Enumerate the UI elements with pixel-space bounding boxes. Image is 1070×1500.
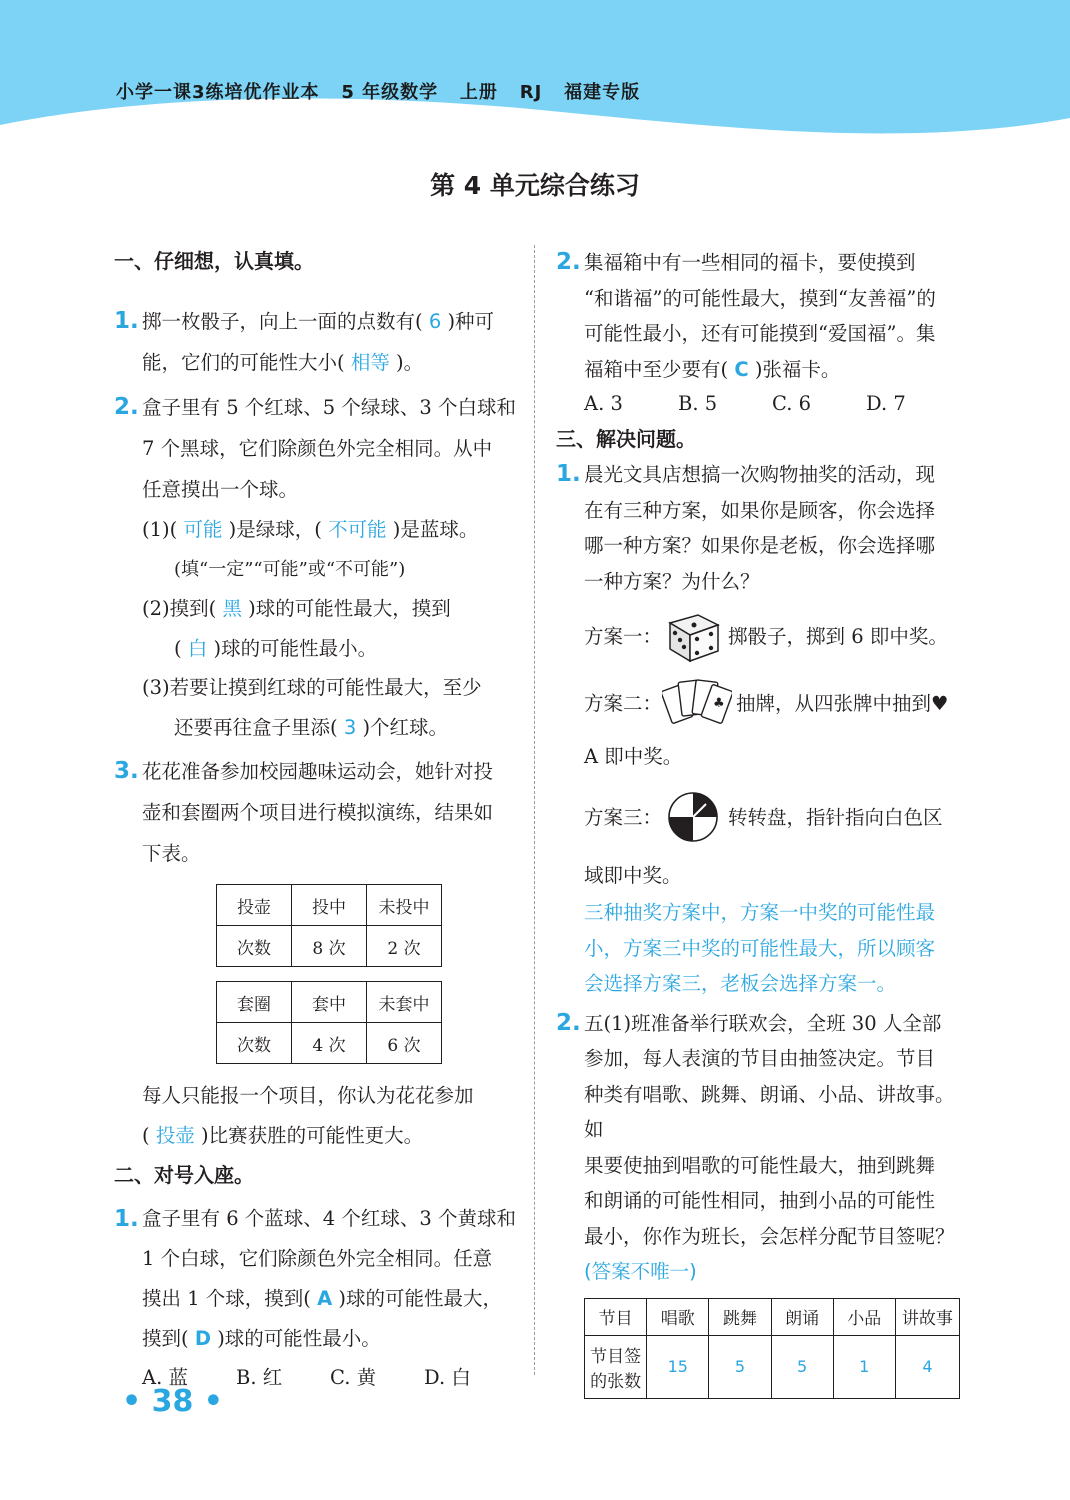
answer-cell: 1: [833, 1335, 895, 1398]
text: (1)(: [142, 518, 178, 541]
text: 果要使抽到唱歌的可能性最大，抽到跳舞: [584, 1153, 936, 1177]
table-cell: 投壶: [217, 885, 292, 926]
question-1-1: [114, 301, 518, 383]
text: 的张数: [590, 1371, 642, 1392]
question-3-2: [556, 1006, 960, 1290]
text: 下表。: [142, 842, 201, 865]
text: (: [142, 1123, 150, 1147]
question-number: 1.: [114, 1206, 139, 1232]
text: )球的可能性最大，: [338, 1287, 503, 1310]
answer: A: [317, 1287, 333, 1310]
question-1-2-part-3: (3)若要让摸到红球的可能性最大，至少: [142, 676, 482, 699]
question-number: 2.: [114, 394, 139, 420]
text: 花花准备参加校园趣味运动会，她针对投: [142, 760, 494, 783]
svg-text:♣: ♣: [713, 696, 725, 711]
answer: 会选择方案三，老板会选择方案一。: [584, 972, 897, 995]
question-1-2-part-1: [114, 510, 518, 550]
plan-3: [556, 790, 960, 844]
table-header: 跳舞: [709, 1298, 771, 1335]
text: 集福箱中有一些相同的福卡，要使摸到: [584, 251, 916, 274]
text: 可能性最小，还有可能摸到“爱国福”。集: [584, 322, 936, 345]
table-header: 朗诵: [771, 1298, 833, 1335]
section-2-heading: 二、对号入座。: [114, 1163, 254, 1187]
section-3-heading: 三、解决问题。: [556, 427, 696, 451]
text: 掷一枚骰子，向上一面的点数有(: [142, 310, 423, 333]
answer: 小，方案三中奖的可能性最大，所以顾客: [584, 936, 936, 960]
text: )球的可能性最小。: [213, 636, 378, 660]
answer: 3: [343, 715, 357, 739]
text: 在有三种方案，如果你是顾客，你会选择: [584, 498, 936, 522]
text: 哪一种方案？如果你是老板，你会选择哪: [584, 534, 936, 557]
text: 每人只能报一个项目，你认为花花参加: [142, 1084, 474, 1107]
text: 转转盘，指针指向白色区: [728, 805, 943, 829]
column-divider: [534, 245, 535, 1375]
text: )球的可能性最小。: [217, 1327, 381, 1350]
question-1-3-prompt: [114, 1076, 518, 1155]
plan-2-cont: A 即中奖。: [584, 745, 683, 768]
text: 任意摸出一个球。: [142, 478, 299, 501]
text: 壶和套圈两个项目进行模拟演练，结果如: [142, 801, 494, 824]
question-2-1: [114, 1199, 518, 1359]
answer-cell: 5: [709, 1335, 771, 1398]
answer: D: [194, 1327, 211, 1350]
page-number: • 38 •: [122, 1384, 223, 1419]
text: 最小，你作为班长，会怎样分配节目签呢？: [584, 1224, 955, 1248]
answer: 不可能: [328, 518, 387, 541]
table-header: 唱歌: [647, 1298, 709, 1335]
answer-cell: 4: [895, 1335, 959, 1398]
answer: 投壶: [155, 1123, 195, 1147]
text: 盒子里有 6 个蓝球、4 个红球、3 个黄球和: [142, 1207, 517, 1230]
question-2-2-options: [556, 387, 960, 421]
text: )张福卡。: [754, 357, 841, 381]
ring-toss-table: [216, 981, 442, 1064]
text: )是蓝球。: [392, 518, 479, 541]
option: B. 红: [236, 1366, 283, 1389]
question-1-2-part-3-cont: [114, 708, 518, 748]
text: 一种方案？为什么？: [584, 569, 760, 593]
question-number: 3.: [114, 758, 139, 784]
plan-2: [556, 677, 960, 729]
option: C. 黄: [330, 1366, 377, 1389]
text: )。: [396, 351, 424, 374]
plan-3-cont: 域即中奖。: [584, 864, 682, 887]
question-number: 1.: [556, 461, 581, 487]
text: )比赛获胜的可能性更大。: [201, 1123, 424, 1147]
text: )种可: [447, 310, 495, 333]
page-title: 第 4 单元综合练习: [430, 171, 640, 200]
table-cell: 套中: [292, 982, 367, 1023]
table-cell: 4 次: [292, 1023, 367, 1064]
answer-cell: 5: [771, 1335, 833, 1398]
table-cell: 6 次: [367, 1023, 442, 1064]
question-3-1: [556, 457, 960, 599]
text: (2)摸到(: [142, 597, 217, 620]
answer: 白: [187, 636, 208, 660]
text: 五(1)班准备举行联欢会，全班 30 人全部: [584, 1011, 942, 1035]
text: 方案一：: [584, 624, 663, 648]
text: (: [174, 636, 182, 660]
table-cell: 8 次: [292, 926, 367, 967]
answer: 相等: [350, 351, 390, 374]
text: 晨光文具店想搞一次购物抽奖的活动，现: [584, 463, 936, 486]
text: 节目签: [590, 1346, 642, 1367]
option: D. 7: [866, 392, 906, 415]
table-cell: 次数: [217, 926, 292, 967]
text: )是绿球，(: [228, 518, 322, 541]
text: 方案三：: [584, 805, 663, 829]
text: )球的可能性最大，摸到: [248, 597, 451, 620]
left-column: [114, 243, 518, 1397]
text: 还要再往盒子里添(: [174, 715, 338, 739]
row-label: [585, 1335, 647, 1398]
answer: 6: [428, 310, 442, 333]
answer: C: [734, 357, 749, 381]
right-column: [556, 243, 960, 1399]
plan-1: [556, 609, 960, 663]
option: A. 3: [584, 392, 623, 415]
text: 摸出 1 个球，摸到(: [142, 1287, 311, 1310]
table-cell: 2 次: [367, 926, 442, 967]
option: D. 白: [424, 1366, 471, 1389]
table-header: 节目: [585, 1298, 647, 1335]
question-1-2-hint: (填“一定”“可能”或“不可能”): [174, 558, 406, 580]
answer: 黑: [222, 597, 242, 620]
option: C. 6: [772, 392, 812, 415]
book-header: 小学一课3练培优作业本 5 年级数学 上册 RJ 福建专版: [116, 82, 641, 103]
answer-cell: 15: [647, 1335, 709, 1398]
text: 抽牌，从四张牌中抽到♥: [736, 691, 949, 715]
question-1-2-part-2: [114, 589, 518, 629]
table-cell: 投中: [292, 885, 367, 926]
spinner-icon: [662, 790, 724, 844]
table-cell: 套圈: [217, 982, 292, 1023]
question-2-2: [556, 245, 960, 387]
section-1-heading: 一、仔细想，认真填。: [114, 249, 314, 273]
text: 福箱中至少要有(: [584, 357, 729, 381]
text: 参加，每人表演的节目由抽签决定。节目: [584, 1047, 936, 1070]
table-cell: 未套中: [367, 982, 442, 1023]
question-3-1-answer: [556, 895, 960, 1002]
program-lots-table: [584, 1298, 960, 1399]
throwing-pot-table: [216, 884, 442, 967]
text: 方案二：: [584, 691, 663, 715]
text: 掷骰子，掷到 6 即中奖。: [728, 624, 948, 648]
text: “和谐福”的可能性最大，摸到“友善福”的: [584, 286, 936, 310]
option: B. 5: [678, 392, 718, 415]
table-cell: 次数: [217, 1023, 292, 1064]
playing-cards-icon: [662, 677, 732, 729]
question-1-2-part-2-cont: [114, 629, 518, 669]
question-1-2: [114, 387, 518, 510]
text: 盒子里有 5 个红球、5 个绿球、3 个白球和: [142, 396, 517, 419]
table-header: 小品: [833, 1298, 895, 1335]
table-header: 讲故事: [895, 1298, 959, 1335]
text: 7 个黑球，它们除颜色外完全相同。从中: [142, 437, 493, 460]
dice-icon: [662, 609, 724, 663]
table-cell: 未投中: [367, 885, 442, 926]
text: 能，它们的可能性大小(: [142, 351, 345, 374]
answer: 三种抽奖方案中，方案一中奖的可能性最: [584, 901, 936, 924]
question-1-3: [114, 751, 518, 874]
option: A. 蓝: [142, 1366, 188, 1389]
text: 种类有唱歌、跳舞、朗诵、小品、讲故事。如: [584, 1082, 955, 1141]
answer: 可能: [183, 518, 223, 541]
text: )个红球。: [362, 715, 449, 739]
question-number: 2.: [556, 249, 581, 275]
text: 1 个白球，它们除颜色外完全相同。任意: [142, 1247, 493, 1270]
question-number: 2.: [556, 1009, 581, 1036]
question-number: 1.: [114, 308, 139, 334]
text: 摸到(: [142, 1327, 189, 1350]
answer-note: (答案不唯一): [584, 1260, 697, 1283]
text: 和朗诵的可能性相同，抽到小品的可能性: [584, 1189, 936, 1212]
